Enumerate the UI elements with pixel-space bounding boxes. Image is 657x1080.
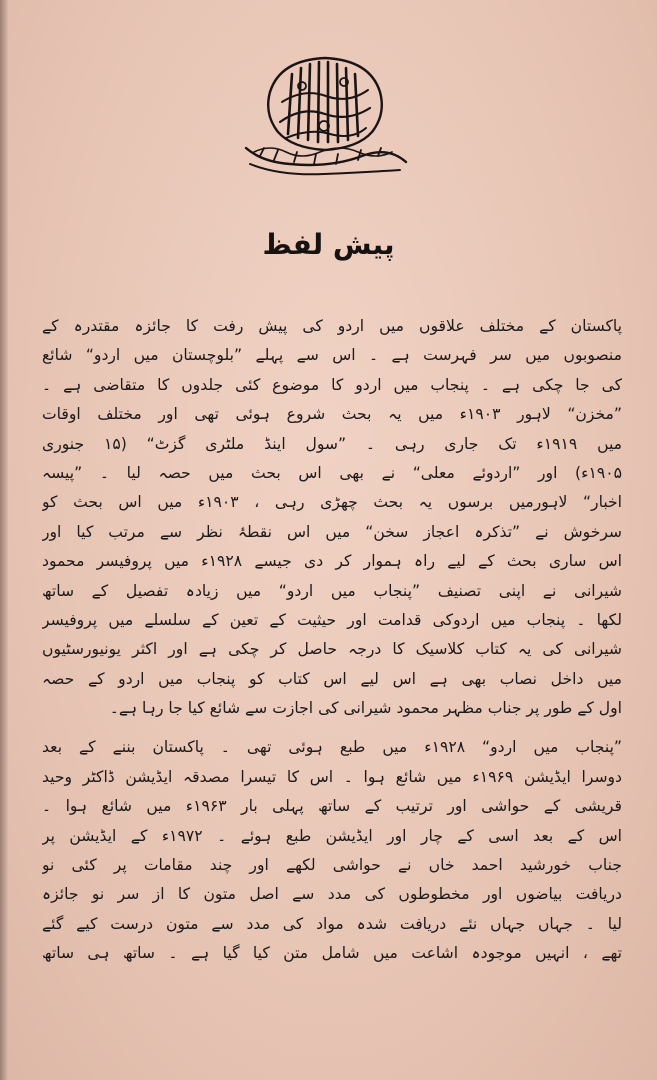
text-line: میں داخل نصاب بھی ہے اس لیے اس کتاب کو پنجاب میں اردو کے حصہ xyxy=(42,669,622,688)
text-line: دریافت بیاضوں اور مخطوطوں کی مدد سے اصل متون کا از سر نو جائزہ xyxy=(42,885,622,904)
text-line: سرخوش نے ”تذکرہ اعجاز سخن“ میں اس نقطۂ نظر سے مرتب کیا اور xyxy=(42,522,622,541)
text-line: پاکستان کے مختلف علاقوں میں اردو کی پیش رفت کا جائزہ مقتدرہ کے xyxy=(42,317,622,335)
text-line: منصوبوں میں سر فہرست ہے ۔ اس سے پہلے ”بلوچستان میں اردو“ شائع xyxy=(42,346,622,365)
text-line: اس ساری بحث کے لیے راہ ہموار کر دی جیسے ۱۹۲۸ء میں پروفیسر محمود xyxy=(42,552,622,571)
body-text xyxy=(42,312,622,969)
text-line: ”مخزن“ لاہور ۱۹۰۳ء میں یہ بحث شروع ہوئی تھی اور مختلف اوقات xyxy=(42,405,622,424)
text-line: لیا ۔ جہاں جہاں نئے دریافت شدہ مواد کی مدد سے متون درست کیے گئے xyxy=(42,914,622,933)
text-line: تھے ، انہیں موجودہ اشاعت میں شامل متن کیا گیا ہے ۔ ساتھ ہی ساتھ xyxy=(42,944,622,963)
text-line: قریشی کے حواشی اور ترتیب کے ساتھ پہلی بار ۱۹۶۳ء میں شائع ہوا ۔ xyxy=(42,797,622,816)
bismillah-calligraphy-seal xyxy=(240,52,410,182)
text-line: جناب خورشید احمد خاں نے حواشی لکھے اور چند مقامات پر کئی نو xyxy=(42,856,622,875)
text-line: اخبار“ لاہورمیں برسوں یہ بحث چھڑی رہی ، ۱۹۰۳ء میں اس بحث کو xyxy=(42,493,622,512)
page-binding-edge xyxy=(0,0,8,1080)
paragraph-gap xyxy=(42,723,622,733)
text-line: اول کے طور پر جناب مظہر محمود شیرانی کی اجازت سے شائع کیا جا رہا ہے۔ xyxy=(109,699,622,718)
text-line: لکھا ۔ پنجاب میں اردوکی قدامت اور حیثیت کے تعین کے سلسلے میں پروفیسر xyxy=(42,610,622,629)
text-line: کی جا چکی ہے ۔ پنجاب میں اردو کا موضوع کئی جلدوں کا متقاضی ہے ۔ xyxy=(42,375,622,394)
text-line: دوسرا ایڈیشن ۱۹۶۹ء میں شائع ہوا ۔ اس کا تیسرا مصدقہ ایڈیشن ڈاکٹر وحید xyxy=(42,767,622,786)
text-line: اس کے بعد اسی کے چار اور ایڈیشن طبع ہوئے ۔ ۱۹۷۲ء کے ایڈیشن پر xyxy=(42,826,622,845)
page-title: پیش لفظ xyxy=(262,228,395,261)
text-line: ”پنجاب میں اردو“ ۱۹۲۸ء میں طبع ہوئی تھی ۔ پاکستان بننے کے بعد xyxy=(42,738,622,757)
text-line: ۱۹۰۵ء) اور ”اردوئے معلی“ نے بھی اس بحث میں حصہ لیا ۔ ”پیسہ xyxy=(42,463,622,482)
text-line: میں ۱۹۱۹ء تک جاری رہی ۔ ”سول اینڈ ملٹری گزٹ“ (۱۵ جنوری xyxy=(42,434,622,453)
text-line: شیرانی کی یہ کتاب کلاسیک کا درجہ حاصل کر چکی ہے اور اکثر یونیورسٹیوں xyxy=(42,640,622,659)
text-line: شیرانی نے اپنی تصنیف ”پنجاب میں اردو“ میں زیادہ تفصیل کے ساتھ xyxy=(42,581,622,600)
